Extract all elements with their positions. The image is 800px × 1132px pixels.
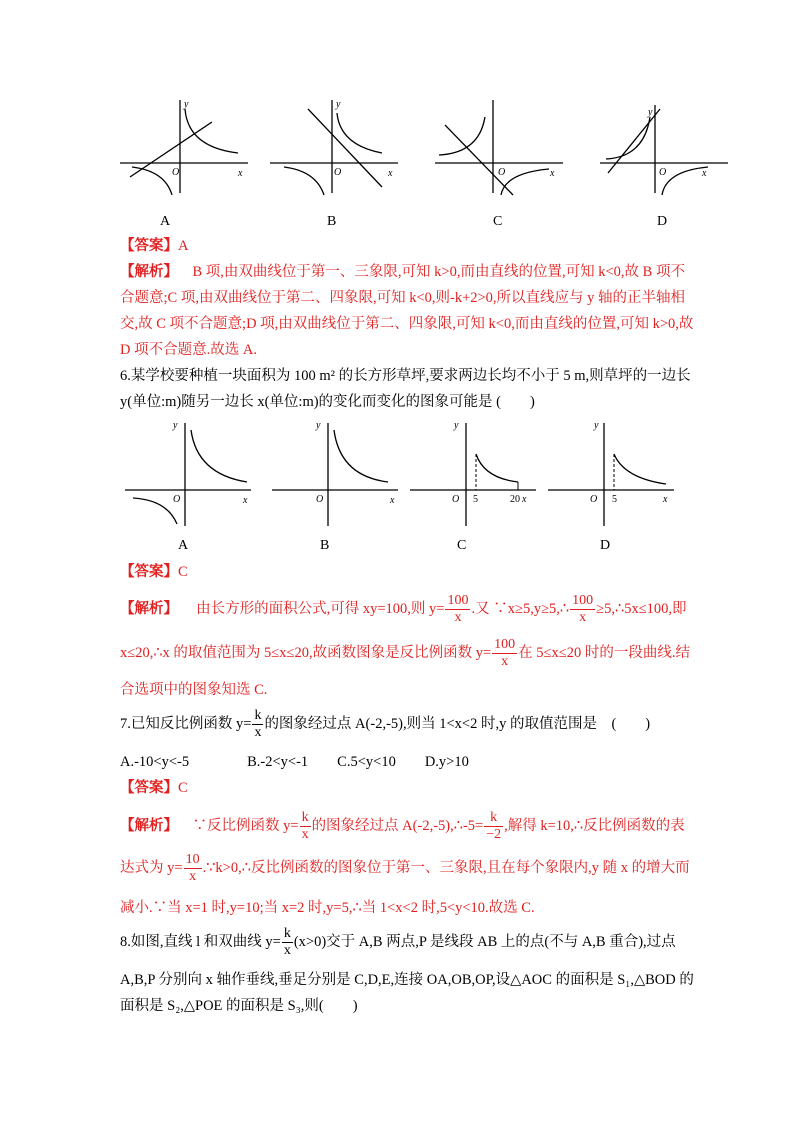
y-axis-label: y: [594, 420, 599, 431]
fraction-100-over-x: $\frac{100}{x}$: [447, 593, 469, 626]
analysis-text: B 项,由双曲线位于第一、三象限,可知 k>0,而由直线的位置,可知 k<0,故 B 项不: [192, 264, 685, 280]
analysis-text-a: ∵反比例函数 y=: [192, 818, 299, 834]
y-axis-label: y: [648, 107, 653, 118]
q6-analysis-line-3: 合选项中的图象知选 C.: [120, 682, 268, 698]
analysis-text-e: .∵k>0,∴反比例函数的图象位于第一、三象限,且在每个象限内,y 随 x 的增大而: [202, 860, 690, 876]
q6-graph-b-svg: [272, 418, 407, 528]
x-axis-label: x: [663, 494, 668, 505]
q6-analysis-line-1: [120, 592, 687, 626]
analysis-text-a: 由长方形的面积公式,可得 xy=100,则 y=: [196, 601, 445, 617]
q7-stem: [120, 706, 650, 742]
fraction-10-over-x: $\frac{10}{x}$: [185, 852, 200, 885]
fraction-k-over-x: $\frac{k}{x}$: [254, 708, 262, 741]
q8-stem-line-3: 面积是 S₂,△POE 的面积是 S₃,则( ): [120, 998, 358, 1014]
q5-graph-a-svg: [120, 95, 250, 195]
x-axis-label: x: [390, 495, 395, 506]
origin-label: O: [590, 494, 598, 505]
x-axis-label: x: [522, 494, 527, 505]
q5-caption-b: B: [327, 214, 337, 229]
q6-graph-c-svg: [410, 418, 550, 528]
q6-graph-a-svg: [125, 418, 260, 528]
q5-graph-c-svg: [435, 95, 565, 195]
q8-stem-line-2: A,B,P 分别向 x 轴作垂线,垂足分别是 C,D,E,连接 OA,OB,OP,设△AOC 的面积是 S₁,△BOD 的: [120, 972, 694, 988]
origin-label: O: [659, 167, 667, 178]
answer-tag: 【答案】: [120, 238, 178, 254]
x-axis-label: x: [238, 168, 243, 179]
fraction-k-over-neg2: $\frac{k}{-2}$: [486, 810, 502, 843]
analysis-text-e: 在 5≤x≤20 时的一段曲线.结: [518, 645, 690, 661]
q5-analysis-line-3: 交,故 C 项不合题意;D 项,由双曲线位于第二、四象限,可知 k<0,而由直线的位置,可知 k>0,故: [120, 316, 694, 332]
q5-caption-c: C: [493, 214, 503, 229]
analysis-text-d: x≤20,∴x 的取值范围为 5≤x≤20,故函数图象是反比例函数 y=: [120, 645, 492, 661]
answer-value: A: [178, 238, 189, 254]
q6-stem-line-1: 6.某学校要种植一块面积为 100 m² 的长方形草坪,要求两边长均不小于 5 m,则草坪的一边长: [120, 368, 691, 384]
origin-label: O: [334, 167, 342, 178]
origin-label: O: [452, 494, 460, 505]
y-axis-label: y: [316, 420, 321, 431]
q7-analysis-line-2: [120, 850, 690, 886]
fraction-100-over-x-2: $\frac{100}{x}$: [572, 593, 594, 626]
q6-graph-c: [410, 418, 550, 528]
q5-analysis-line-4: D 项不合题意.故选 A.: [120, 342, 257, 358]
q7-analysis-line-1: [120, 808, 685, 844]
q7-analysis-line-3: 减小.∵当 x=1 时,y=10;当 x=2 时,y=5,∴当 1<x<2 时,5<y<10.故选 C.: [120, 900, 535, 916]
q6-graph-d-svg: [548, 418, 683, 528]
y-axis-label: y: [336, 99, 341, 110]
q5-graph-b-svg: [270, 95, 400, 195]
y-axis-label: y: [454, 420, 459, 431]
q8-stem-a: 8.如图,直线 l 和双曲线 y=: [120, 934, 281, 950]
answer-tag: 【答案】: [120, 564, 178, 580]
analysis-text-b: 的图象经过点 A(-2,-5),∴-5=: [311, 818, 484, 834]
q6-caption-a: A: [178, 538, 189, 553]
q5-graph-d-svg: [600, 95, 730, 195]
analysis-tag: 【解析】: [120, 264, 178, 280]
x-axis-label: x: [702, 168, 707, 179]
q6-caption-d: D: [600, 538, 611, 553]
x-axis-label: x: [550, 168, 555, 179]
tick-5: 5: [473, 494, 478, 505]
origin-label: O: [316, 494, 324, 505]
analysis-text-c: ,解得 k=10,∴反比例函数的表: [504, 818, 685, 834]
origin-label: O: [498, 167, 506, 178]
q6-graph-b: [272, 418, 407, 528]
q5-caption-a: A: [160, 214, 171, 229]
fraction-100-over-x-3: $\frac{100}{x}$: [494, 637, 516, 670]
answer-value: C: [178, 564, 188, 580]
analysis-tag: 【解析】: [120, 818, 178, 834]
q6-stem-line-2: y(单位:m)随另一边长 x(单位:m)的变化而变化的图象可能是 ( ): [120, 394, 535, 410]
q5-caption-d: D: [657, 214, 668, 229]
q8-stem-b: (x>0)交于 A,B 两点,P 是线段 AB 上的点(不与 A,B 重合),过点: [293, 934, 676, 950]
q6-caption-b: B: [320, 538, 330, 553]
q8-stem-line-1: [120, 924, 676, 960]
tick-5: 5: [612, 494, 617, 505]
y-axis-label: y: [184, 99, 189, 110]
q5-answer: [120, 236, 188, 256]
x-axis-label: x: [243, 495, 248, 506]
q5-graph-c: [435, 95, 565, 195]
q6-answer: [120, 562, 188, 582]
answer-value: C: [178, 780, 188, 796]
q5-graph-b: [270, 95, 400, 195]
q7-stem-b: 的图象经过点 A(-2,-5),则当 1<x<2 时,y 的取值范围是 ( ): [264, 716, 651, 732]
q6-analysis-line-2: [120, 636, 690, 670]
y-axis-label: y: [173, 420, 178, 431]
origin-label: O: [173, 494, 181, 505]
q6-graph-a: [125, 418, 260, 528]
origin-label: O: [172, 167, 180, 178]
analysis-text-d: 达式为 y=: [120, 860, 183, 876]
fraction-k-over-x: $\frac{k}{x}$: [283, 926, 291, 959]
analysis-tag: 【解析】: [120, 601, 178, 617]
q6-caption-c: C: [457, 538, 467, 553]
q7-answer: [120, 778, 188, 798]
answer-tag: 【答案】: [120, 780, 178, 796]
q6-graph-d: [548, 418, 683, 528]
x-axis-label: x: [388, 168, 393, 179]
tick-20: 20: [510, 494, 520, 505]
q7-choices: A.-10<y<-5 B.-2<y<-1 C.5<y<10 D.y>10: [120, 754, 469, 770]
analysis-text-b: .又 ∵x≥5,y≥5,∴: [471, 601, 570, 617]
q7-stem-a: 7.已知反比例函数 y=: [120, 716, 252, 732]
q5-analysis-line-2: 合题意;C 项,由双曲线位于第二、四象限,可知 k<0,则-k+2>0,所以直线应与 y 轴的正半轴相: [120, 290, 686, 306]
q5-graph-a: [120, 95, 250, 195]
q5-analysis-line-1: [120, 262, 685, 282]
q5-graph-d: [600, 95, 730, 195]
analysis-text-c: ≥5,∴5x≤100,即: [596, 601, 687, 617]
fraction-k-over-x: $\frac{k}{x}$: [301, 810, 309, 843]
